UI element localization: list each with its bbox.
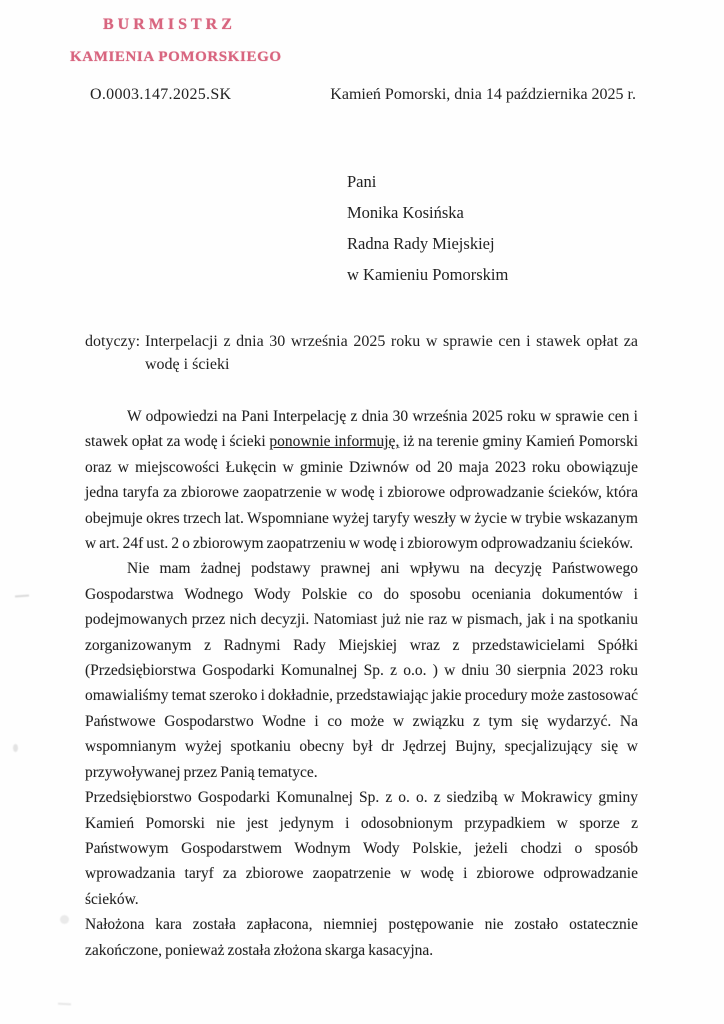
recipient-title: Radna Rady Miejskiej bbox=[347, 234, 495, 253]
body-paragraph-2: Nie mam żadnej podstawy prawnej ani wpływu na decyzję Państwowego Gospodarstwa Wodnego Wody Polskie co do sposobu oceniania dokumentów i podejmowanych przez nich decyzji. Natomiast już nie raz w pismach, jak i na spotkaniu zorganizowanym z Radnymi Rady Miejskiej wraz z przedstawicielami Spółki (Przedsiębiorstwa Gospodarki Komunalnej Sp. z o.o. ) w dniu 30 sierpnia 2023 roku omawialiśmy temat szeroko i dokładnie, przedstawiając jakie procedury może zastosować Państwowe Gospodarstwo Wodne i co może w związku z tym się wydarzyć. Na wspomnianym wyżej spotkaniu obecny był dr Jędrzej Bujny, specjalizujący się w przywoływanej przez Panią tematyce. bbox=[85, 560, 638, 781]
scan-artifact bbox=[15, 595, 29, 598]
scan-artifact bbox=[58, 1003, 71, 1006]
scan-artifact bbox=[60, 915, 69, 924]
subject-text: Interpelacji z dnia 30 września 2025 roku w sprawie cen i stawek opłat za wodę i ścieki bbox=[145, 333, 638, 373]
letter-body bbox=[85, 404, 638, 963]
letterhead-stamp-title: BURMISTRZ bbox=[103, 16, 236, 33]
recipient-block bbox=[347, 166, 508, 290]
subject-block bbox=[85, 330, 638, 376]
subject-label: dotyczy: bbox=[85, 333, 141, 350]
paragraph-1-before: W odpowiedzi na Pani Interpelację z dnia 30 września 2025 roku w sprawie cen i stawek opłat za wodę i ścieki bbox=[85, 408, 638, 451]
paragraph-1-underlined-phrase: ponownie informuję, bbox=[269, 433, 400, 451]
recipient-city: w Kamieniu Pomorskim bbox=[347, 265, 509, 284]
paragraph-1-after: iż na terenie gminy Kamień Pomorski oraz w miejscowości Łukęcin w gminie Dziwnów od 20 maja 2023 roku obowiązuje jedna taryfa za zbiorowe zaopatrzenie w wodę i zbiorowe odprowadzanie ścieków, która obejmuje okres trzech lat. Wspomniane wyżej taryfy weszły w życie w trybie wskazanym w art. 24f ust. 2 o zbiorowym zaopatrzeniu w wodę i zbiorowym odprowadzaniu ścieków. bbox=[85, 433, 639, 553]
body-paragraph-3: Przedsiębiorstwo Gospodarki Komunalnej Sp. z o. o. z siedzibą w Mokrawicy gminy Kamień Pomorski nie jest jedynym i odosobnionym przypadkiem w sporze z Państwowym Gospodarstwem Wodnym Wody Polskie, jeżeli chodzi o sposób wprowadzania taryf za zbiorowe zaopatrzenie w wodę i zbiorowe odprowadzanie ścieków. bbox=[85, 789, 638, 908]
body-paragraph-1 bbox=[85, 404, 638, 556]
recipient-name: Monika Kosińska bbox=[347, 203, 464, 222]
body-paragraph-4: Nałożona kara została zapłacona, niemniej postępowanie nie zostało ostatecznie zakończone, ponieważ została złożona skarga kasacyjna. bbox=[85, 916, 638, 959]
letterhead-stamp-subtitle: KAMIENIA POMORSKIEGO bbox=[70, 49, 282, 65]
place-and-date: Kamień Pomorski, dnia 14 października 2025 r. bbox=[330, 86, 636, 103]
reference-number: O.0003.147.2025.SK bbox=[90, 86, 232, 103]
scan-artifact bbox=[13, 744, 18, 752]
recipient-salutation: Pani bbox=[347, 172, 377, 191]
